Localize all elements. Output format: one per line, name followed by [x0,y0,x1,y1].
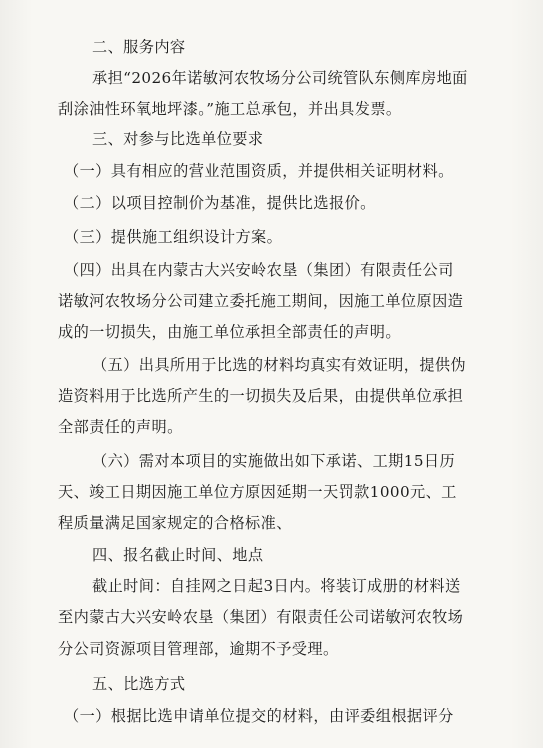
section-heading-service-content: 二、服务内容 [92,38,186,56]
paragraph-line: 刮涂油性环氧地坪漆。”施工总承包，并出具发票。 [58,100,402,118]
paragraph-line: 全部责任的声明。 [58,418,183,436]
paragraph-line: 成的一切损失，由施工单位承担全部责任的声明。 [58,323,401,341]
section-heading-deadline: 四、报名截止时间、地点 [92,546,264,564]
paragraph-line: 天、竣工日期因施工单位方原因延期一天罚款1000元、工 [58,483,457,501]
requirement-item-5: （五）出具所用于比选的材料均真实有效证明，提供伪 [92,356,467,374]
requirement-item-4: （四）出具在内蒙古大兴安岭农垦（集团）有限责任公司 [64,261,454,279]
requirement-item-1: （一）具有相应的营业范围资质，并提供相关证明材料。 [64,162,454,180]
paragraph-line: 至内蒙古大兴安岭农垦（集团）有限责任公司诺敏河农牧场 [58,608,464,626]
requirement-item-2: （二）以项目控制价为基准，提供比选报价。 [64,194,376,212]
paragraph-line: 程质量满足国家规定的合格标准、 [58,514,292,532]
paragraph-line: 承担“2026年诺敏河农牧场分公司统管队东侧库房地面 [92,69,468,87]
paragraph-line: 截止时间：自挂网之日起3日内。将装订成册的材料送 [92,577,461,595]
paragraph-line: 诺敏河农牧场分公司建立委托施工期间，因施工单位原因造 [58,292,464,310]
requirement-item-3: （三）提供施工组织设计方案。 [64,228,283,246]
paragraph-line: 造资料用于比选所产生的一切损失及后果，由提供单位承担 [58,387,464,405]
section-heading-requirements: 三、对参与比选单位要求 [92,130,264,148]
paragraph-line: 分公司资源项目管理部，逾期不予受理。 [58,640,339,658]
section-heading-selection-method: 五、比选方式 [92,675,186,693]
requirement-item-6: （六）需对本项目的实施做出如下承诺、工期15日历 [92,452,456,470]
selection-method-item-1: （一）根据比选申请单位提交的材料，由评委组根据评分 [64,707,454,725]
